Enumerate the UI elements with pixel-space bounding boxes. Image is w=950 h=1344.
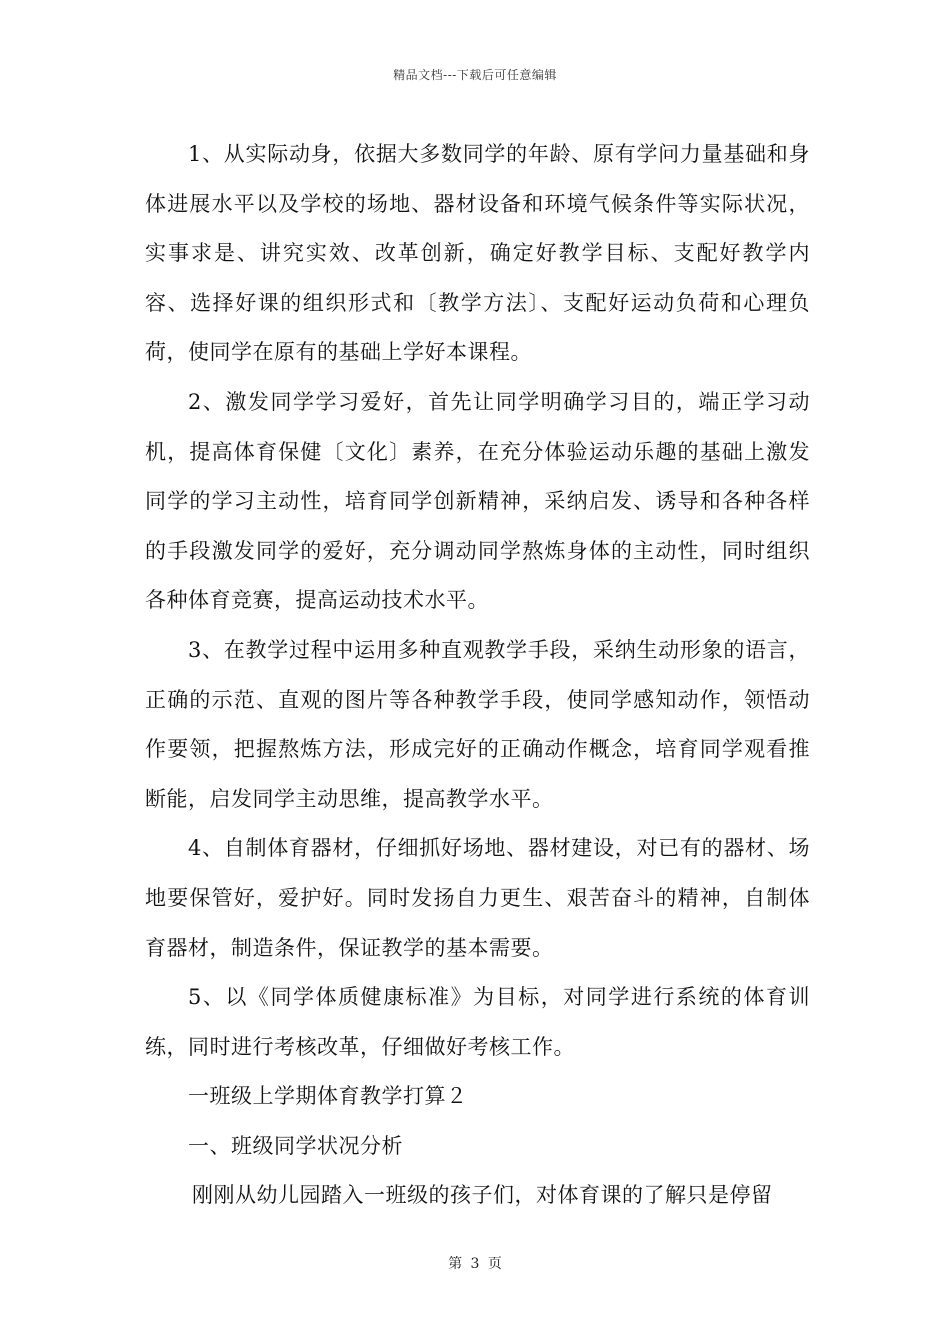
- page-number: 第 3 页: [448, 1256, 502, 1272]
- paragraph-1: 1、从实际动身，依据大多数同学的年龄、原有学问力量基础和身体进展水平以及学校的场地、器材设备和环境气候条件等实际状况，实事求是、讲究实效、改革创新，确定好教学目标、支配好教学内容、选择好课的组织形式和〔教学方法〕、支配好运动负荷和心理负荷，使同学在原有的基础上学好本课程。: [145, 142, 810, 365]
- paragraph-5: 5、以《同学体质健康标准》为目标，对同学进行系统的体育训练，同时进行考核改革，仔细做好考核工作。: [145, 985, 810, 1059]
- paragraph-2: 2、激发同学学习爱好，首先让同学明确学习目的，端正学习动机，提高体育保健〔文化〕素养，在充分体验运动乐趣的基础上激发同学的学习主动性，培育同学创新精神，采纳启发、诱导和各种各样的手段激发同学的爱好，充分调动同学熬炼身体的主动性，同时组织各种体育竞赛，提高运动技术水平。: [145, 389, 810, 613]
- subsection-title: 一、班级同学状况分析: [188, 1133, 403, 1158]
- paragraph-3: 3、在教学过程中运用多种直观教学手段，采纳生动形象的语言，正确的示范、直观的图片等各种教学手段，使同学感知动作，领悟动作要领，把握熬炼方法，形成完好的正确动作概念，培育同学观看推断能，启发同学主动思维，提高教学水平。: [145, 637, 810, 811]
- page-header: 精品文档---下载后可任意编辑: [393, 68, 557, 82]
- paragraph-6: 刚刚从幼儿园踏入一班级的孩子们，对体育课的了解只是停留: [192, 1183, 773, 1208]
- section-title: 一班级上学期体育教学打算２: [188, 1084, 468, 1109]
- document-body: [145, 130, 810, 1221]
- paragraph-4: 4、自制体育器材，仔细抓好场地、器材建设，对已有的器材、场地要保管好，爱护好。同时发扬自力更生、艰苦奋斗的精神，自制体育器材，制造条件，保证教学的基本需要。: [145, 836, 810, 960]
